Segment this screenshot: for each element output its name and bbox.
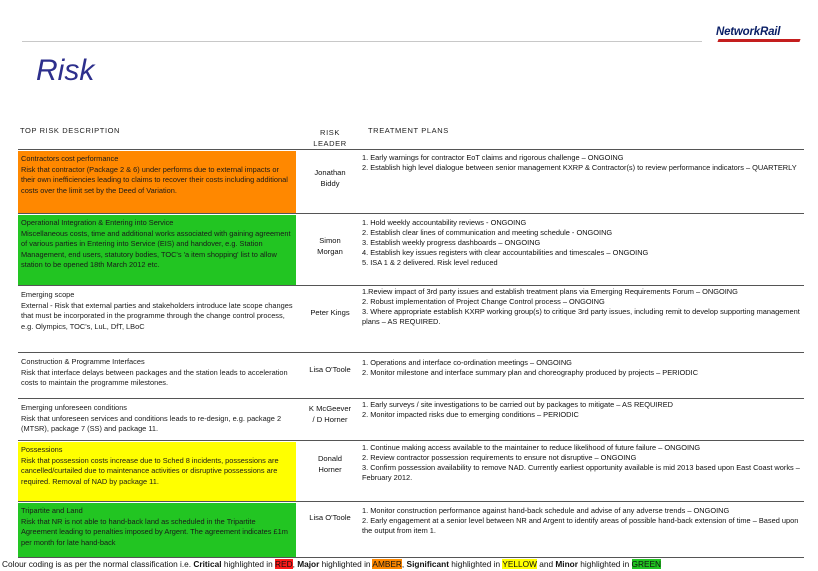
treatment-item: 1. Early warnings for contractor EoT claims and rigorous challenge – ONGOING <box>362 153 624 162</box>
legend-text: highlighted in <box>448 559 503 569</box>
treatment-item: 2. Robust implementation of Project Change Control process – ONGOING <box>362 297 605 306</box>
row-rule <box>18 557 804 558</box>
legend-text: highlighted in <box>319 559 373 569</box>
treatment-plan-cell <box>362 400 804 420</box>
risk-description-cell <box>18 503 296 557</box>
risk-leader: Simon Morgan <box>317 236 343 256</box>
table-row <box>18 502 804 558</box>
treatment-item: 2. Review contractor possession requirements to ensure not disruptive – ONGOING <box>362 453 637 462</box>
risk-title: Emerging scope <box>21 290 75 299</box>
risk-title: Contractors cost performance <box>21 154 119 163</box>
legend-green-swatch: GREEN <box>631 559 662 569</box>
treatment-item: 1. Early surveys / site investigations to be carried out by packages to mitigate – AS REQUIRED <box>362 400 673 409</box>
header-risk-leader: RISK LEADER <box>313 128 347 148</box>
treatment-item: 2. Early engagement at a senior level between NR and Argent to identify areas of possible hand-back extension of time – Based upon the output from item 1. <box>362 516 799 535</box>
treatment-item: 3. Confirm possession availability to remove NAD. Currently earliest opportunity available is mid 2013 based upon East Coast works – February 2012. <box>362 463 800 482</box>
treatment-item: 5. ISA 1 & 2 delivered. Risk level reduced <box>362 258 498 267</box>
treatment-plan-cell <box>362 287 804 327</box>
treatment-item: 2. Establish high level dialogue between senior management KXRP & Contractor(s) to review performance indicators – QUARTERLY <box>362 163 797 172</box>
risk-body: Risk that NR is not able to hand-back land as scheduled in the Tripartite Agreement leading to penalties imposed by Argent. The agreement indicates £1m per month for late hand-back <box>21 516 288 547</box>
legend-text: highlighted in <box>577 559 632 569</box>
risk-title: Tripartite and Land <box>21 506 83 515</box>
risk-description-cell <box>18 400 296 440</box>
risk-body: Risk that contractor (Package 2 & 6) under performs due to external impacts or their own inefficiencies leading to claims to recover their costs including additional costs over the limit set by the Deed of Variation. <box>21 164 288 195</box>
risk-description-cell <box>18 354 296 398</box>
legend-critical: Critical <box>193 559 222 569</box>
table-row <box>18 399 804 441</box>
risk-table <box>18 122 804 547</box>
treatment-item: 1. Continue making access available to the maintainer to reduce likelihood of future failure – ONGOING <box>362 443 701 452</box>
legend-minor: Minor <box>555 559 578 569</box>
header-divider <box>22 41 702 42</box>
treatment-item: 1. Hold weekly accountability reviews - ONGOING <box>362 218 527 227</box>
legend-sep: , <box>401 559 407 569</box>
treatment-plan-cell <box>362 443 804 483</box>
risk-body: Risk that interface delays between packages and the station leads to acceleration costs to maintain the programme milestones. <box>21 367 288 387</box>
risk-leader: K McGeever / D Horner <box>308 404 352 424</box>
logo-swoosh-icon <box>717 39 800 42</box>
risk-body: Risk that possession costs increase due to Sched 8 incidents, possessions are cancelled/curtailed due to maintenance activities or disruptive possessions are required. Removal of NAD by package 11. <box>21 455 279 486</box>
treatment-plan-cell <box>362 218 804 268</box>
risk-title: Possessions <box>21 445 63 454</box>
treatment-plan-cell <box>362 358 804 378</box>
logo-text: NetworkRail <box>716 26 781 38</box>
treatment-item: 3. Establish weekly progress dashboards – ONGOING <box>362 238 541 247</box>
table-row <box>18 214 804 286</box>
page-title: Risk <box>36 54 95 87</box>
risk-title: Construction & Programme Interfaces <box>21 357 145 366</box>
legend-sep: , <box>292 559 298 569</box>
legend-sep: and <box>536 559 556 569</box>
risk-title: Emerging unforeseen conditions <box>21 403 127 412</box>
treatment-plan-cell <box>362 153 804 173</box>
legend-major: Major <box>297 559 320 569</box>
legend-yellow-swatch: YELLOW <box>502 559 537 569</box>
treatment-item: 4. Establish key issues registers with clear accountabilities and timescales – ONGOING <box>362 248 649 257</box>
risk-leader: Donald Horner <box>317 454 343 474</box>
risk-leader: Jonathan Biddy <box>314 168 346 188</box>
risk-body: Miscellaneous costs, time and additional works associated with gaining agreement of various parties in Entering into Service (EIS) and handover, e.g. Station Management, end users, statutory bodies, TOC's 'a item shopping' list to allow station to be opened 18th March 2012 etc. <box>21 228 291 269</box>
header-risk-description: TOP RISK DESCRIPTION <box>20 126 121 135</box>
treatment-plan-cell <box>362 506 804 536</box>
risk-leader: Lisa O'Toole <box>309 513 351 522</box>
treatment-item: 1.Review impact of 3rd party issues and establish treatment plans via Emerging Requirements Forum – ONGOING <box>362 287 738 296</box>
risk-leader: Peter Kings <box>310 308 350 317</box>
risk-description-cell <box>18 215 296 285</box>
risk-description-cell <box>18 151 296 213</box>
legend-text: highlighted in <box>221 559 276 569</box>
network-rail-logo <box>716 26 804 46</box>
risk-title: Operational Integration & Entering into Service <box>21 218 174 227</box>
table-row <box>18 353 804 399</box>
legend-significant: Significant <box>406 559 449 569</box>
table-header <box>18 122 804 150</box>
treatment-item: 3. Where appropriate establish KXRP working group(s) to critique 3rd party issues, including remit to develop supporting management plans – AS REQUIRED. <box>362 307 800 326</box>
treatment-item: 2. Monitor milestone and interface summary plan and choreography produced by projects – PERIODIC <box>362 368 699 377</box>
risk-description-cell <box>18 287 296 352</box>
header-treatment-plans: TREATMENT PLANS <box>368 126 449 135</box>
colour-legend <box>2 559 661 569</box>
risk-leader: Lisa O'Toole <box>309 365 351 374</box>
table-row <box>18 441 804 502</box>
treatment-item: 2. Establish clear lines of communication and meeting schedule - ONGOING <box>362 228 613 237</box>
treatment-item: 2. Monitor impacted risks due to emerging conditions – PERIODIC <box>362 410 579 419</box>
legend-amber-swatch: AMBER <box>372 559 402 569</box>
table-row <box>18 150 804 214</box>
legend-prefix: Colour coding is as per the normal classification i.e. <box>2 559 194 569</box>
risk-description-cell <box>18 442 296 501</box>
table-row <box>18 286 804 353</box>
legend-red-swatch: RED <box>275 559 293 569</box>
treatment-item: 1. Monitor construction performance against hand-back schedule and advise of any adverse trends – ONGOING <box>362 506 730 515</box>
risk-body: Risk that unforeseen services and conditions leads to re-design, e.g. package 2 (MTSR), package 7 (SS) and package 11. <box>21 413 282 433</box>
risk-body: External - Risk that external parties and stakeholders introduce late scope changes that must be incorporated in the programme through the change control process, e.g. Olympics, TOC's, LuL, DfT, LBoC <box>21 300 293 331</box>
treatment-item: 1. Operations and interface co-ordination meetings – ONGOING <box>362 358 572 367</box>
